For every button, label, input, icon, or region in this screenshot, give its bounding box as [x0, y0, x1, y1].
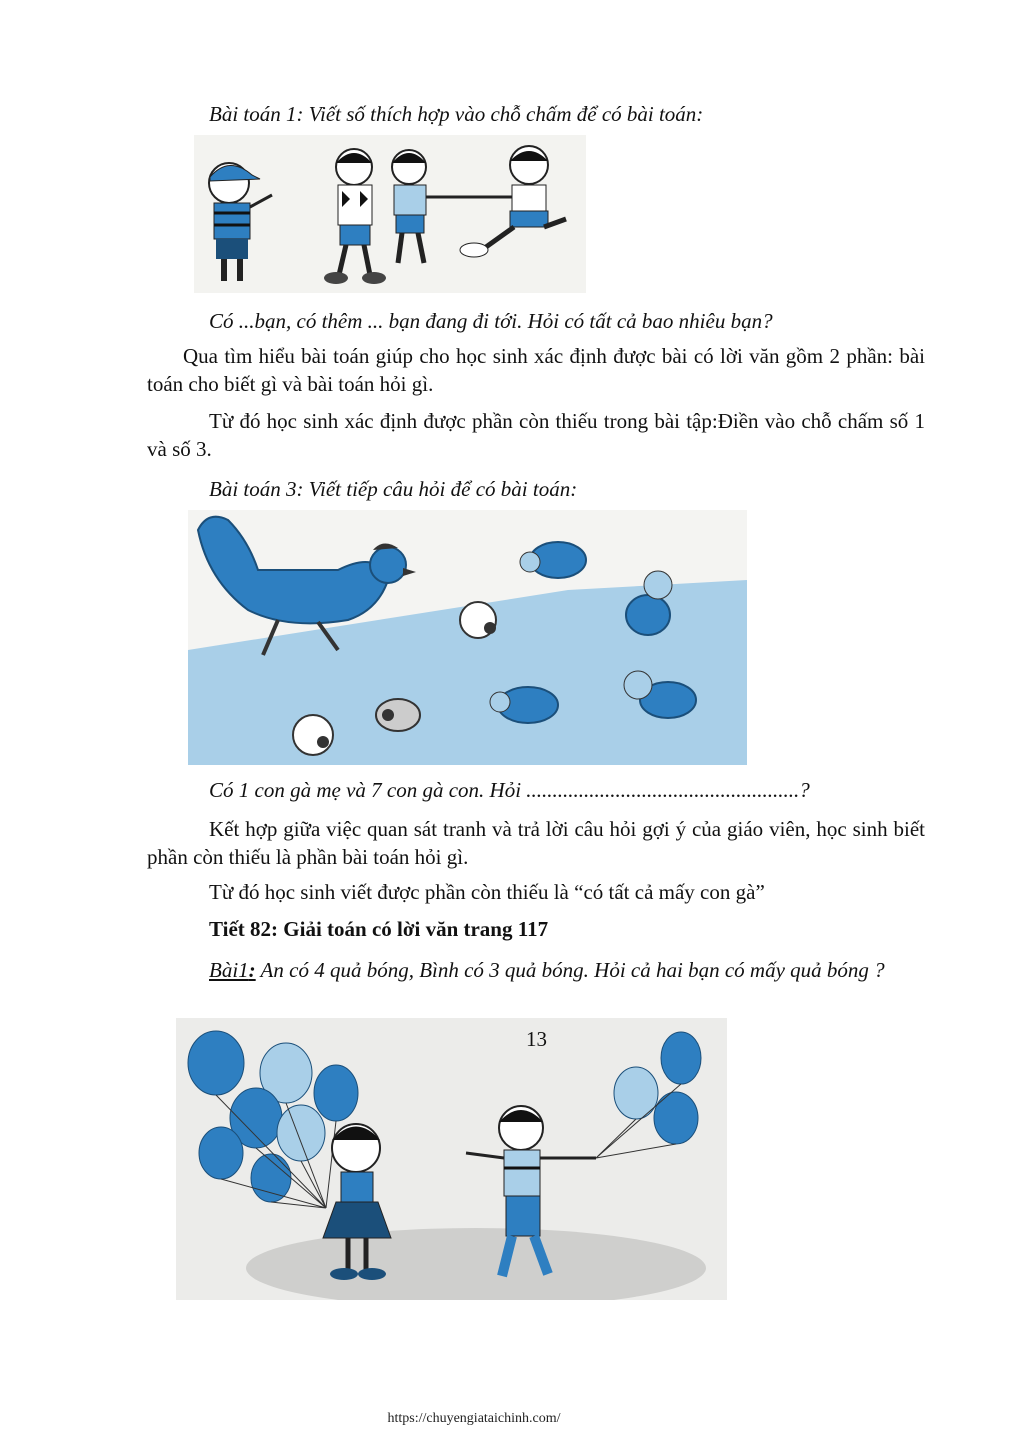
exercise1-label: Bài1 — [209, 958, 249, 982]
problem3-heading: Bài toán 3: Viết tiếp câu hỏi để có bài toán: — [209, 477, 578, 501]
lesson-title: Tiết 82: Giải toán có lời văn trang 117 — [209, 917, 549, 941]
children-balloons-image — [176, 1018, 727, 1300]
explain4-paragraph: Từ đó học sinh viết được phần còn thiếu là “có tất cả mấy con gà” — [209, 880, 765, 904]
hen-chicks-image — [188, 510, 747, 765]
children-walking-illustration — [194, 135, 586, 293]
exercise1-colon: : — [248, 958, 256, 982]
problem1-prompt: Có ...bạn, có thêm ... bạn đang đi tới. Hỏi có tất cả bao nhiêu bạn? — [209, 309, 773, 333]
chick-4 — [293, 715, 333, 755]
children-balloons-illustration — [176, 1018, 727, 1300]
explain3-paragraph: Kết hợp giữa việc quan sát tranh và trả lời câu hỏi gợi ý của giáo viên, học sinh biết phần còn thiếu là phần bài toán hỏi gì. — [147, 817, 925, 869]
explain2-paragraph: Từ đó học sinh xác định được phần còn thiếu trong bài tập:Điền vào chỗ chấm số 1 và số 3. — [147, 409, 925, 461]
exercise1-paragraph — [147, 956, 925, 984]
chick-5 — [376, 699, 420, 731]
page-number: 13 — [526, 1027, 547, 1051]
exercise1-text: An có 4 quả bóng, Bình có 3 quả bóng. Hỏi cả hai bạn có mấy quả bóng ? — [255, 958, 885, 982]
hen-chicks-illustration — [188, 510, 747, 765]
children-walking-image — [194, 135, 586, 293]
chick-1 — [460, 602, 496, 638]
problem3-prompt: Có 1 con gà mẹ và 7 con gà con. Hỏi ....................................................? — [209, 778, 810, 802]
explain1-paragraph: Qua tìm hiểu bài toán giúp cho học sinh xác định được bài có lời văn gồm 2 phần: bài toán cho biết gì và bài toán hỏi gì. — [147, 344, 925, 396]
footer-url[interactable]: https://chuyengiataichinh.com/ — [387, 1411, 561, 1426]
problem1-heading: Bài toán 1: Viết số thích hợp vào chỗ chấm để có bài toán: — [209, 102, 704, 126]
